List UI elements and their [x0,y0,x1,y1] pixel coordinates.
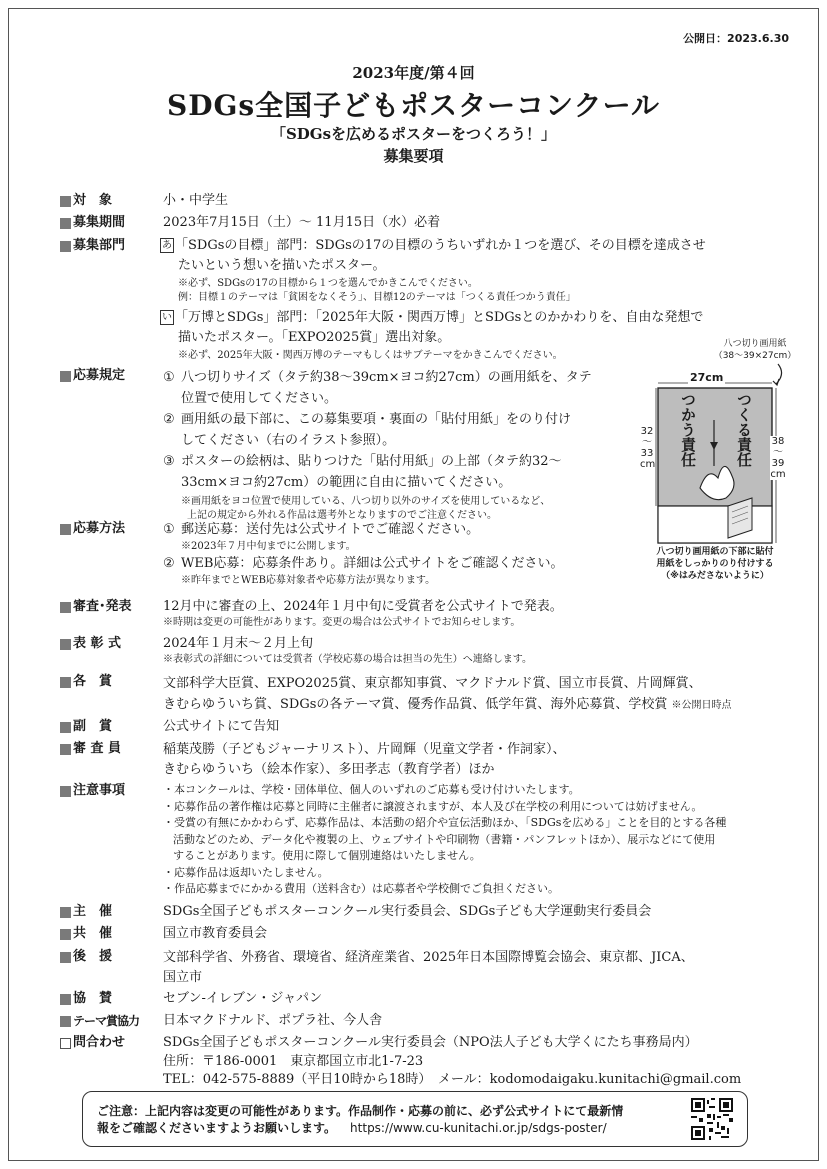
rule-3-number: ③ [163,454,175,469]
illus-bottom-caption-1: 八つ切り画用紙の下部に貼付 [656,547,774,557]
illus-bottom-caption-3: （※はみださないように） [661,571,769,581]
category-b-line1: 「万博とSDGs」部門：「2025年大阪・関西万博」とSDGsとのかかわりを、自由な発想で [175,310,704,325]
value-sponsor: セブン‐イレブン・ジャパン [163,991,323,1006]
label-awards: 各 賞 [73,674,113,689]
label-square-icon [60,639,71,650]
label-square-icon [60,218,71,229]
header-year: 2023年度/第４回 [352,64,475,82]
label-square-icon [60,952,71,963]
label-square-icon [60,196,71,207]
label-judges: 審 査 員 [73,741,122,756]
notes-item3b: 活動などのため、データ化や複製の上、ウェブサイトや印刷物（書籍・パンフレットほか）、展示などにて使用 [173,832,716,846]
notes-item4: ・応募作品は返却いたしません。 [163,865,329,879]
page-subtitle: 「SDGsを広めるポスターをつくろう！」 [270,125,557,143]
value-judging: 12月中に審査の上、2024年１月中旬に受賞者を公式サイトで発表。 [163,599,563,614]
category-a-line2: たいという想いを描いたポスター。 [178,258,386,273]
label-square-icon [60,1038,71,1049]
label-square-icon [60,241,71,252]
illus-top-caption-2: （38～39×27cm） [713,351,797,361]
illus-left-label [640,426,654,470]
label-square-icon [60,722,71,733]
label-square-icon [60,524,71,535]
label-organizer: 主 催 [73,904,113,919]
support-line2: 国立市 [163,970,203,985]
label-square-icon [60,929,71,940]
rule-2-line1: 画用紙の最下部に、この募集要項・裏面の「貼付用紙」をのり付け [181,412,572,427]
rule-3-line2: 33cm×ヨコ約27cm）の範囲に自由に描いてください。 [181,475,512,490]
label-contact: 問合わせ [73,1035,126,1050]
label-co-organizer: 共 催 [73,926,113,941]
footer-url-link[interactable]: https://www.cu-kunitachi.or.jp/sdgs-poster/ [350,1121,607,1135]
value-ceremony: 2024年１月末～２月上旬 [163,636,314,651]
illus-bottom-caption [640,546,790,582]
label-theme-sponsor: テーマ賞協力 [73,1014,140,1028]
method-2-note: ※昨年までとWEB応募対象者や応募方法が異なります。 [181,575,436,586]
label-ceremony: 表 彰 式 [73,636,122,651]
rule-2-line2: してください（右のイラスト参照）。 [181,433,396,448]
label-period: 募集期間 [73,215,126,230]
label-square-icon [60,907,71,918]
footer-line2: 報をご確認くださいますようお願いします。 [97,1121,337,1135]
awards-line2: きむらゆういち賞、SDGsの各テーマ賞、優秀作品賞、低学年賞、海外応募賞、学校賞 [163,697,668,712]
contact-line1: SDGs全国子どもポスターコンクール実行委員会（NPO法人子ども大学くにたち事務局内） [163,1035,698,1050]
judging-note: ※時期は変更の可能性があります。変更の場合は公式サイトでお知らせします。 [163,617,521,628]
label-target: 対 象 [73,193,113,208]
awards-line2-note: ※公開日時点 [671,700,732,711]
judges-line2: きむらゆういち（絵本作家）、多田孝志（教育学者）ほか [163,762,495,777]
value-co-organizer: 国立市教育委員会 [163,926,268,941]
category-a-line1: 「SDGsの目標」部門：SDGsの17の目標のうちいずれか１つを選び、その目標を達成させ [175,238,706,253]
label-support: 後 援 [73,949,113,964]
contact-line2: 住所：〒186-0001 東京都国立市北1-7-23 [163,1053,424,1069]
method-2: WEB応募：応募条件あり。詳細は公式サイトをご確認ください。 [181,556,564,571]
rule-1-line1: 八つ切りサイズ（タテ約38～39cm×ヨコ約27cm）の画用紙を、タテ [181,370,592,385]
rule-1-line2: 位置で使用してください。 [181,391,338,406]
awards-line1: 文部科学大臣賞、EXPO2025賞、東京都知事賞、マクドナルド賞、国立市長賞、片岡輝賞、 [163,676,702,691]
notes-item1: ・本コンクールは、学校・団体単位、個人のいずれのご応募も受け付けいたします。 [163,783,580,796]
illus-left-label-4: cm [640,459,656,470]
poster-text-left: つかう責任 [679,392,697,467]
label-square-icon [60,994,71,1005]
page-subtitle-2: 募集要項 [383,147,444,165]
rule-3-line1: ポスターの絵柄は、貼りつけた「貼付用紙」の上部（タテ約32～ [181,454,562,469]
support-line1: 文部科学省、外務省、環境省、経済産業省、2025年日本国際博覧会協会、東京都、JICA、 [163,950,694,965]
label-square-icon [60,602,71,613]
notes-item3c: することがあります。使用に際して個別連絡はいたしません。 [173,849,481,862]
rules-note1: ※画用紙をヨコ位置で使用している、八つ切り以外のサイズを使用しているなど、 [181,496,551,507]
illus-right-label-1: 38 [771,436,785,447]
label-notes: 注意事項 [73,783,126,798]
label-sponsor: 協 賛 [73,991,113,1006]
illus-right-label [770,436,786,480]
paper-illustration [640,338,797,581]
value-organizer: SDGs全国子どもポスターコンクール実行委員会、SDGs子ども大学運動実行委員会 [163,904,652,919]
notes-item2: ・応募作品の著作権は応募と同時に主催者に譲渡されますが、本人及び在学校の利用については妨げません。 [163,799,703,813]
contact-line3: TEL：042-575-8889（平日10時から18時） メール：kodomodaigaku.kunitachi@gmail.com [163,1072,742,1087]
illus-left-label-3: 33 [640,448,654,459]
judges-line1: 稲葉茂勝（子どもジャーナリスト）、片岡輝（児童文学者・作詞家）、 [163,742,566,757]
category-a-mark: あ [162,240,172,251]
category-b-note: ※必ず、2025年大阪・関西万博のテーマもしくはサブテーマをかきこんでください。 [178,350,563,361]
publish-date: 公開日：2023.6.30 [683,32,789,45]
label-square-icon [60,786,71,797]
illus-left-label-1: 32 [640,426,654,437]
value-theme-sponsor: 日本マクドナルド、ポプラ社、今人舎 [163,1013,383,1028]
illus-right-label-3: 39 [771,458,785,469]
rule-1-number: ① [163,370,175,385]
category-b-line2: 描いたポスター。「EXPO2025賞」選出対象。 [178,330,451,345]
label-judging: 審査･発表 [73,599,132,614]
qr-code-icon[interactable] [691,1098,733,1140]
method-1-note: ※2023年７月中旬までに公開します。 [181,541,356,552]
illus-right-label-4: cm [770,469,786,480]
poster-text-right: つくる責任 [735,392,753,467]
notes-item3a: ・受賞の有無にかかわらず、応募作品は、本活動の紹介や宣伝活動ほか、「SDGsを広める」ことを目的とする各種 [163,816,727,829]
illus-right-label-2: ～ [773,447,783,458]
rules-note2: 上記の規定から外れる作品は選考外となりますのでご注意ください。 [187,510,497,521]
method-1-number: ① [163,522,175,537]
label-square-icon [60,371,71,382]
label-square-icon [60,1016,71,1027]
label-rules: 応募規定 [73,368,126,383]
page-title: SDGs全国子どもポスターコンクール [166,89,661,122]
category-b-mark: い [162,312,172,323]
label-category: 募集部門 [73,238,126,253]
value-period: 2023年7月15日（土）～ 11月15日（水）必着 [163,215,441,230]
category-a-note2: 例：目標１のテーマは「貧困をなくそう」、目標12のテーマは「つくる責任つかう責任」 [178,292,576,303]
footer-line1: ご注意：上記内容は変更の可能性があります。作品制作・応募の前に、必ず公式サイトにて最新情 [97,1104,624,1118]
notes-item5: ・作品応募までにかかる費用（送料含む）は応募者や学校側でご負担ください。 [163,882,559,895]
illus-bottom-caption-2: 用紙をしっかりのり付けする [656,559,774,569]
footer-notice [82,1091,748,1147]
illus-width-label: 27cm [690,371,724,384]
ceremony-note: ※表彰式の詳細については受賞者（学校応募の場合は担当の先生）へ連絡します。 [163,654,532,665]
rule-2-number: ② [163,412,175,427]
method-2-number: ② [163,556,175,571]
illus-left-label-2: ～ [642,437,652,448]
label-square-icon [60,744,71,755]
category-a-note1: ※必ず、SDGsの17の目標から１つを選んでかきこんでください。 [178,278,478,289]
label-method: 応募方法 [73,521,126,536]
label-sub-awards: 副 賞 [73,719,113,734]
value-sub-awards: 公式サイトにて告知 [163,719,280,734]
illus-top-caption-1: 八つ切り画用紙 [723,339,787,349]
method-1: 郵送応募：送付先は公式サイトでご確認ください。 [181,522,480,537]
value-target: 小・中学生 [163,193,229,208]
label-square-icon [60,677,71,688]
